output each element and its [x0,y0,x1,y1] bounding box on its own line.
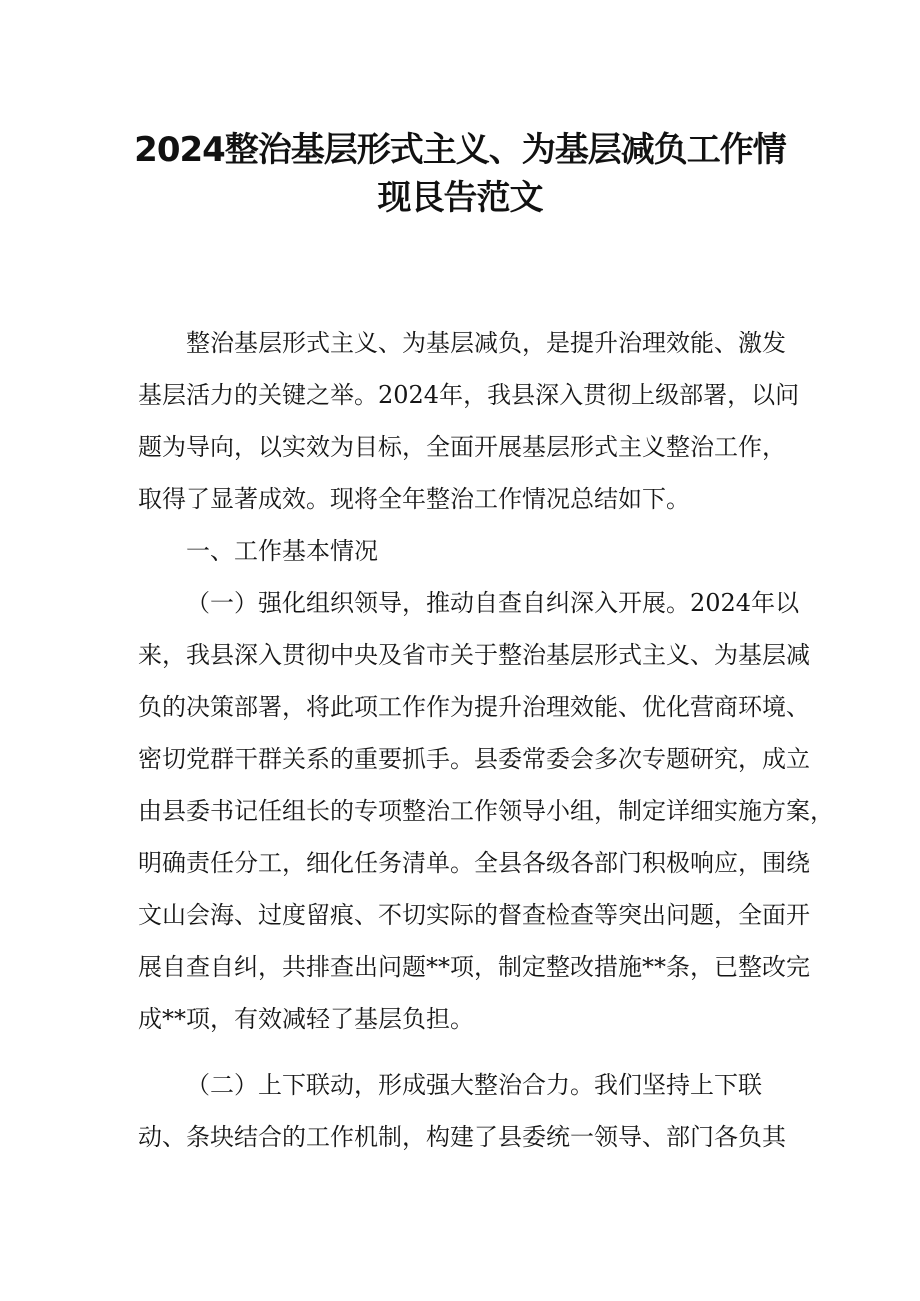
part1-line-5-text: 由县委书记任组长的专项整治工作领导小组，制定详细实施方案， [138,797,834,825]
part1-line-4 [138,744,810,774]
part1-line-7 [138,900,810,930]
part1-line-3 [138,692,810,722]
intro-line-3-text: 题为导向，以实效为目标，全面开展基层形式主义整治工作， [138,433,786,461]
part1-line-4-text: 密切党群干群关系的重要抓手。县委常委会多次专题研究，成立 [138,745,810,773]
part2-line-2-text: 动、条块结合的工作机制，构建了县委统一领导、部门各负其 [138,1123,786,1151]
part2-line-1: （二）上下联动，形成强大整治合力。我们坚持上下联 [186,1071,762,1099]
document-title-line-1: 2024整治基层形式主义、为基层减负工作情 [134,130,786,170]
intro-line-1: 整治基层形式主义、为基层减负，是提升治理效能、激发 [186,329,786,357]
part1-line-8-text: 展自查自纠，共排查出问题**项，制定整改措施**条，已整改完 [138,953,810,981]
part1-line-6 [138,848,810,878]
part1-line-1: （一）强化组织领导，推动自查自纠深入开展。2024年以 [186,589,800,617]
intro-line-3 [138,432,786,462]
intro-line-2-text: 基层活力的关键之举。2024年，我县深入贯彻上级部署，以问 [138,381,800,409]
part2-line-2 [138,1122,786,1152]
part1-line-7-text: 文山会海、过度留痕、不切实际的督查检查等突出问题，全面开 [138,901,810,929]
section-1-heading: 一、工作基本情况 [186,537,378,565]
intro-line-2 [138,380,800,410]
part1-line-3-text: 负的决策部署，将此项工作作为提升治理效能、优化营商环境、 [138,693,810,721]
part1-line-8 [138,952,810,982]
part1-line-5 [138,796,834,826]
part1-line-2-text: 来，我县深入贯彻中央及省市关于整治基层形式主义、为基层减 [138,641,810,669]
document-title-line-2: 现艮告范文 [377,178,543,218]
part1-line-2 [138,640,810,670]
intro-line-4: 取得了显著成效。现将全年整治工作情况总结如下。 [138,485,690,513]
part1-line-9: 成**项，有效减轻了基层负担。 [138,1005,474,1033]
part1-line-6-text: 明确责任分工，细化任务清单。全县各级各部门积极响应，围绕 [138,849,810,877]
